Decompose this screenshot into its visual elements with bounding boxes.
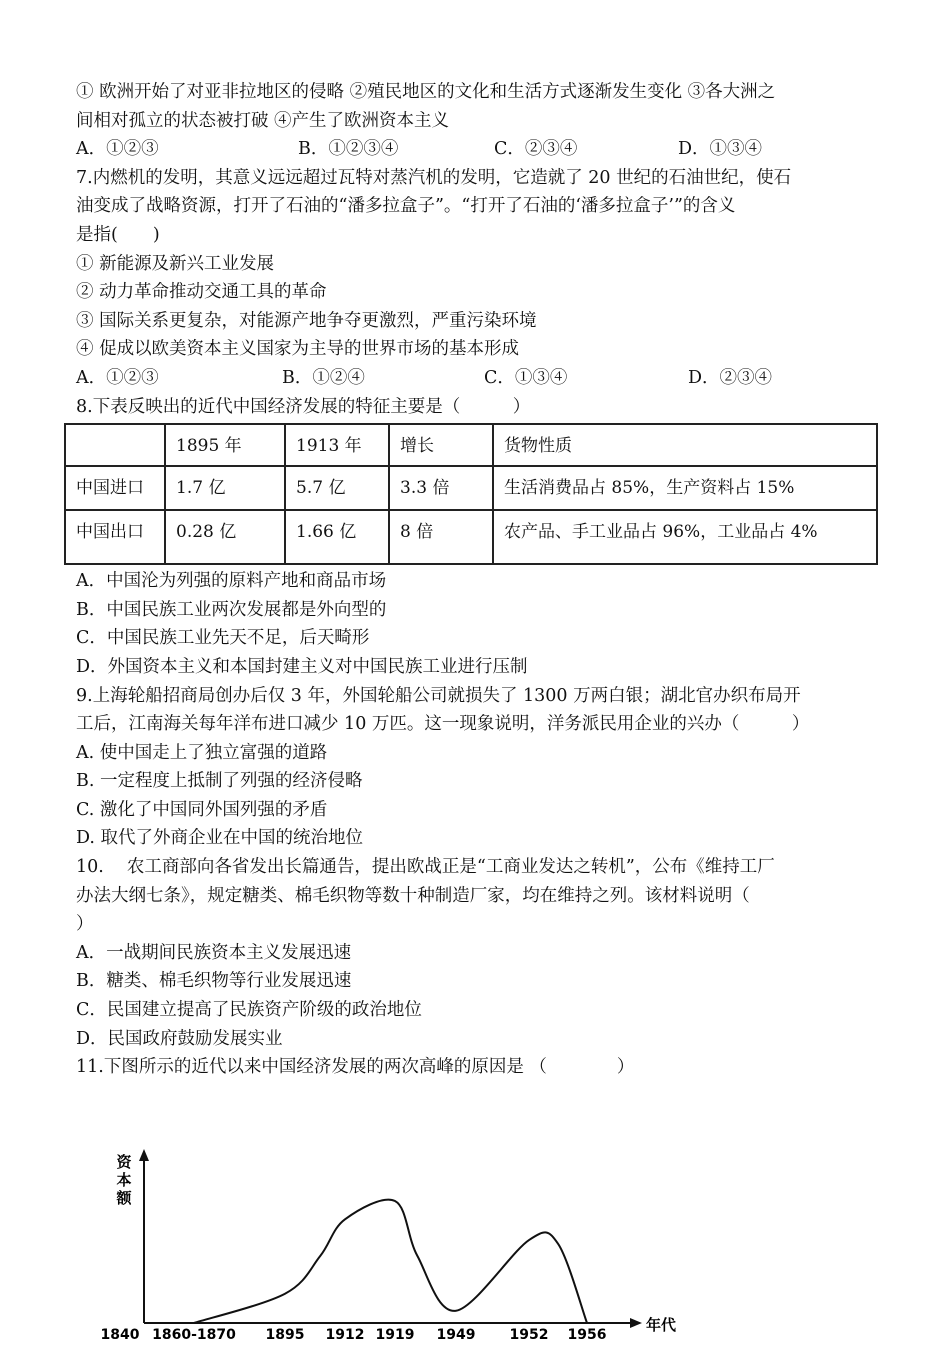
q6-option-d[interactable]: D．①③④ [678,139,763,160]
x-tick-label: 1895 [265,1327,305,1342]
table-header-cell [65,424,165,466]
q9-option-b[interactable]: B. 一定程度上抵制了列强的经济侵略 [76,771,363,792]
x-tick-label: 1952 [509,1327,549,1342]
table-header-row [65,424,877,466]
x-tick-label: 1919 [375,1327,415,1342]
table-cell: 1.66 亿 [285,510,389,564]
x-tick-label: 1840 [100,1327,140,1342]
q9-stem-line1: 9.上海轮船招商局创办后仅 3 年，外国轮船公司就损失了 1300 万两白银；湖北官办织布局开 [76,685,801,706]
table-row [65,466,877,510]
q8-trade-table [64,423,878,565]
q7-stem-line2: 油变成了战略资源，打开了石油的“潘多拉盒子”。“打开了石油的‘潘多拉盒子’”的含义 [76,196,736,217]
q7-stem-line1: 7.内燃机的发明，其意义远远超过瓦特对蒸汽机的发明，它造就了 20 世纪的石油世纪，使石 [76,167,792,188]
capital-chart-svg [100,1145,700,1342]
q8-option-a[interactable]: A．中国沦为列强的原料产地和商品市场 [76,571,387,592]
q6-stem-line1: ① 欧洲开始了对亚非拉地区的侵略 ②殖民地区的文化和生活方式逐渐发生变化 ③各大洲之 [76,82,776,102]
capital-chart [100,1145,700,1342]
q10-stem-line1: 10. 农工商部向各省发出长篇通告，提出欧战正是“工商业发达之转机”，公布《维持工厂 [76,857,775,878]
table-header-cell: 1913 年 [285,424,389,466]
table-header-cell: 增长 [389,424,493,466]
table-header-cell: 1895 年 [165,424,285,466]
q8-option-c[interactable]: C．中国民族工业先天不足，后天畸形 [76,628,370,649]
table-row [65,510,877,564]
table-cell: 8 倍 [389,510,493,564]
q7-item-4: ④ 促成以欧美资本主义国家为主导的世界市场的基本形成 [76,339,520,360]
q6-option-a[interactable]: A．①②③ [76,139,159,160]
table-cell: 5.7 亿 [285,466,389,510]
x-tick-label: 1912 [325,1327,365,1342]
y-axis-arrow [139,1149,149,1161]
q7-option-b[interactable]: B．①②④ [282,367,365,388]
q8-stem: 8.下表反映出的近代中国经济发展的特征主要是（ ） [76,396,531,417]
exam-page [76,78,876,1082]
q7-stem-line3: 是指( ) [76,224,160,245]
q10-stem-line3: ） [76,914,94,935]
x-axis-arrow [630,1318,642,1328]
q10-stem-line2: 办法大纲七条》，规定糖类、棉毛织物等数十种制造厂家，均在维持之列。该材料说明（ [76,885,750,906]
table-cell: 0.28 亿 [165,510,285,564]
table-cell: 农产品、手工业品占 96%，工业品占 4% [493,510,877,564]
q7-option-a[interactable]: A．①②③ [76,367,159,388]
q9-option-d[interactable]: D. 取代了外商企业在中国的统治地位 [76,828,364,849]
q11-stem: 11.下图所示的近代以来中国经济发展的两次高峰的原因是 （ ） [76,1057,635,1078]
q7-item-2: ② 动力革命推动交通工具的革命 [76,282,327,303]
q10-option-a[interactable]: A．一战期间民族资本主义发展迅速 [76,942,352,963]
x-tick-label: 1956 [567,1327,607,1342]
x-tick-label: 1860-1870 [152,1327,236,1342]
q7-option-c[interactable]: C．①③④ [484,367,568,388]
q9-option-a[interactable]: A. 使中国走上了独立富强的道路 [76,742,328,763]
q6-stem-line2: 间相对孤立的状态被打破 ④产生了欧洲资本主义 [76,110,450,131]
q7-item-1: ① 新能源及新兴工业发展 [76,253,275,274]
q10-option-c[interactable]: C．民国建立提高了民族资产阶级的政治地位 [76,1000,422,1021]
q8-option-b[interactable]: B．中国民族工业两次发展都是外向型的 [76,599,387,620]
table-cell: 中国出口 [65,510,165,564]
q7-item-3: ③ 国际关系更复杂，对能源产地争夺更激烈，严重污染环境 [76,310,537,331]
q6-options [76,135,876,164]
q10-option-b[interactable]: B．糖类、棉毛织物等行业发展迅速 [76,971,352,992]
q6-option-c[interactable]: C．②③④ [494,139,578,160]
q9-stem-line2: 工后，江南海关每年洋布进口减少 10 万匹。这一现象说明，洋务派民用企业的兴办（ ） [76,714,810,735]
y-axis-label: 资本额 [116,1153,132,1207]
q7-options [76,364,876,393]
table-cell: 中国进口 [65,466,165,510]
table-cell: 1.7 亿 [165,466,285,510]
x-axis-label: 年代 [645,1316,677,1334]
capital-series-line [194,1200,587,1323]
table-cell: 生活消费品占 85%，生产资料占 15% [493,466,877,510]
x-tick-label: 1949 [436,1327,476,1342]
table-header-cell: 货物性质 [493,424,877,466]
q9-option-c[interactable]: C. 激化了中国同外国列强的矛盾 [76,799,328,820]
table-cell: 3.3 倍 [389,466,493,510]
q10-option-d[interactable]: D．民国政府鼓励发展实业 [76,1028,283,1049]
q8-option-d[interactable]: D．外国资本主义和本国封建主义对中国民族工业进行压制 [76,656,528,677]
q6-option-b[interactable]: B．①②③④ [298,139,399,160]
q7-option-d[interactable]: D．②③④ [688,367,773,388]
